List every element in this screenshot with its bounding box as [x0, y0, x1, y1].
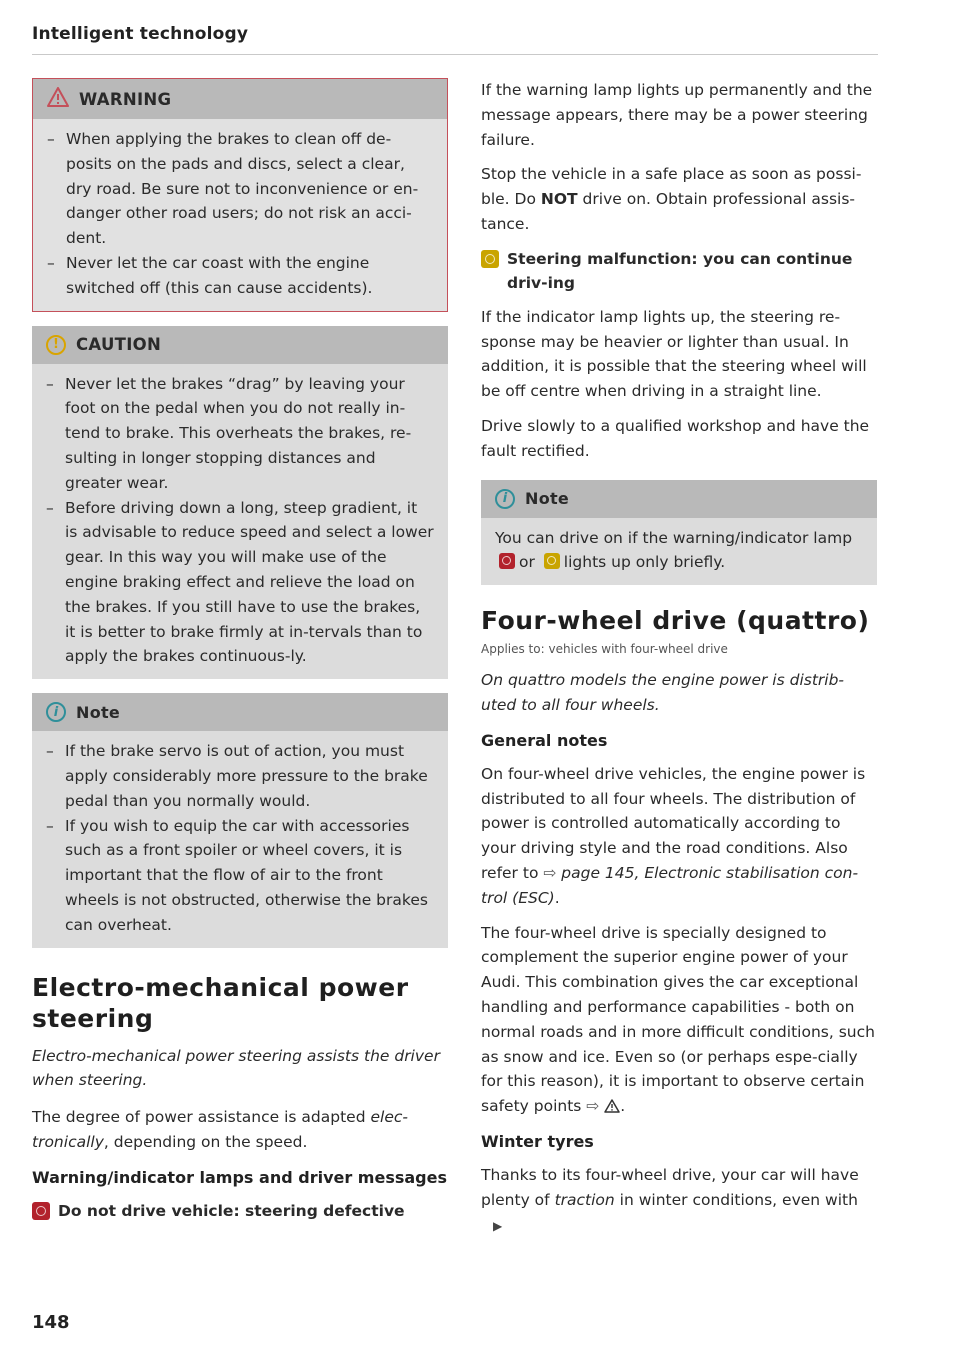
info-icon: i [46, 702, 66, 722]
note-item: – If you wish to equip the car with accessories such as a front spoiler or wheel covers, it is important that the flow of air to the front wheels is not obstructed, otherwise the brakes can overheat. [46, 814, 434, 938]
general-notes-paragraph-2: The four-wheel drive is specially designed to complement the superior engine power of your Audi. This combination gives the car exceptional handling and performance capabilities - both on normal roads and in more difficult conditions, such as snow and ice. Even so (or perhaps espe-cially for this reason), it is important to observe certain safety points ⇨ . [481, 923, 875, 1116]
esc-page-link[interactable]: page 145, Electronic stabilisation con-trol (ESC) [481, 863, 859, 907]
yellow-steering-lamp-icon [481, 250, 499, 268]
warning-reference-icon[interactable] [604, 1097, 620, 1115]
page-header: Intelligent technology [32, 24, 878, 55]
note-header-right [481, 480, 877, 518]
note-item: – If the brake servo is out of action, you must apply considerably more pressure to the brake pedal than you normally would. [46, 739, 434, 813]
lamp-heading-steering-malfunction: Steering malfunction: you can continue driv-ing [481, 247, 877, 295]
section-title-power-steering: Electro-mechanical power steering [32, 972, 409, 1033]
general-notes-heading: General notes [481, 730, 608, 750]
indicator-lamp-paragraph: If the indicator lamp lights up, the steering re-sponse may be heavier or lighter than usual. In addition, it is possible that the steering wheel will be off centre when driving in a straight line. [481, 307, 867, 401]
yellow-steering-lamp-icon [544, 553, 560, 569]
lamp-heading-steering-defective: Do not drive vehicle: steering defective [32, 1199, 448, 1223]
applies-to: Applies to: vehicles with four-wheel drive [481, 642, 728, 657]
reference-arrow-icon: ⇨ [543, 863, 557, 882]
caution-box [32, 326, 448, 680]
winter-tyres-heading: Winter tyres [481, 1131, 594, 1151]
warning-title: WARNING [79, 89, 172, 109]
general-notes-paragraph-1: On four-wheel drive vehicles, the engine power is distributed to all four wheels. The distribution of power is controlled automatically according to your driving style and the road conditions. Also refer to ⇨ page 145, Electronic stabilisation con-trol (ESC). [481, 764, 866, 907]
warning-header [33, 79, 447, 119]
red-steering-lamp-icon [499, 553, 515, 569]
caution-item: – Never let the brakes “drag” by leaving your foot on the pedal when you do not really in-tend to brake. This overheats the brakes, re-sulting in longer stopping distances and greater wear. [46, 372, 434, 496]
note-title: Note [76, 702, 121, 722]
caution-title: CAUTION [76, 335, 162, 355]
reference-arrow-icon: ⇨ [586, 1097, 600, 1116]
warning-box [32, 78, 448, 312]
page-number: 148 [32, 1312, 70, 1333]
caution-icon: ! [46, 335, 66, 355]
red-steering-lamp-icon [32, 1202, 50, 1220]
winter-tyres-paragraph: Thanks to its four-wheel drive, your car will have plenty of traction in winter conditions, even with▶ [481, 1163, 877, 1238]
warning-item: – Never let the car coast with the engine switched off (this can cause accidents). [47, 251, 433, 301]
info-icon: i [495, 489, 515, 509]
continue-arrow-icon: ▶ [493, 1218, 503, 1233]
drive-slowly-paragraph: Drive slowly to a qualified workshop and have the fault rectified. [481, 416, 870, 460]
subheading-warning-lamps: Warning/indicator lamps and driver messages [32, 1167, 447, 1187]
four-wheel-intro: On quattro models the engine power is distrib-uted to all four wheels. [481, 671, 845, 714]
caution-header [32, 326, 448, 364]
caution-item: – Before driving down a long, steep gradient, it is advisable to reduce speed and select a lower gear. In this way you will make use of the engine braking effect and relieve the load on the brakes. If you still have to use the brakes, it is better to brake firmly at in-tervals than to apply the brakes continuous-ly. [46, 496, 434, 670]
note-box [32, 693, 448, 947]
note-header [32, 693, 448, 731]
power-steering-paragraph: The degree of power assistance is adapted elec-tronically, depending on the speed. [32, 1108, 408, 1151]
right-column [481, 78, 877, 1248]
power-steering-intro: Electro-mechanical power steering assists the driver when steering. [32, 1046, 440, 1090]
steering-failure-paragraph: If the warning lamp lights up permanently and the message appears, there may be a power steering failure. [481, 81, 873, 149]
warning-triangle-icon [47, 87, 69, 111]
left-column [32, 78, 448, 1233]
warning-item: – When applying the brakes to clean off de-posits on the pads and discs, select a clear, dry road. Be sure not to inconvenience or en-danger other road users; do not risk an acci-dent. [47, 127, 433, 251]
note-text-right: You can drive on if the warning/indicator lamp or lights up only briefly. [495, 528, 853, 572]
section-title-four-wheel-drive: Four-wheel drive (quattro) [481, 606, 870, 636]
stop-vehicle-paragraph: Stop the vehicle in a safe place as soon as possi-ble. Do NOT drive on. Obtain professional assis-tance. [481, 165, 862, 233]
note-title-right: Note [525, 489, 570, 509]
note-box-right [481, 480, 877, 586]
